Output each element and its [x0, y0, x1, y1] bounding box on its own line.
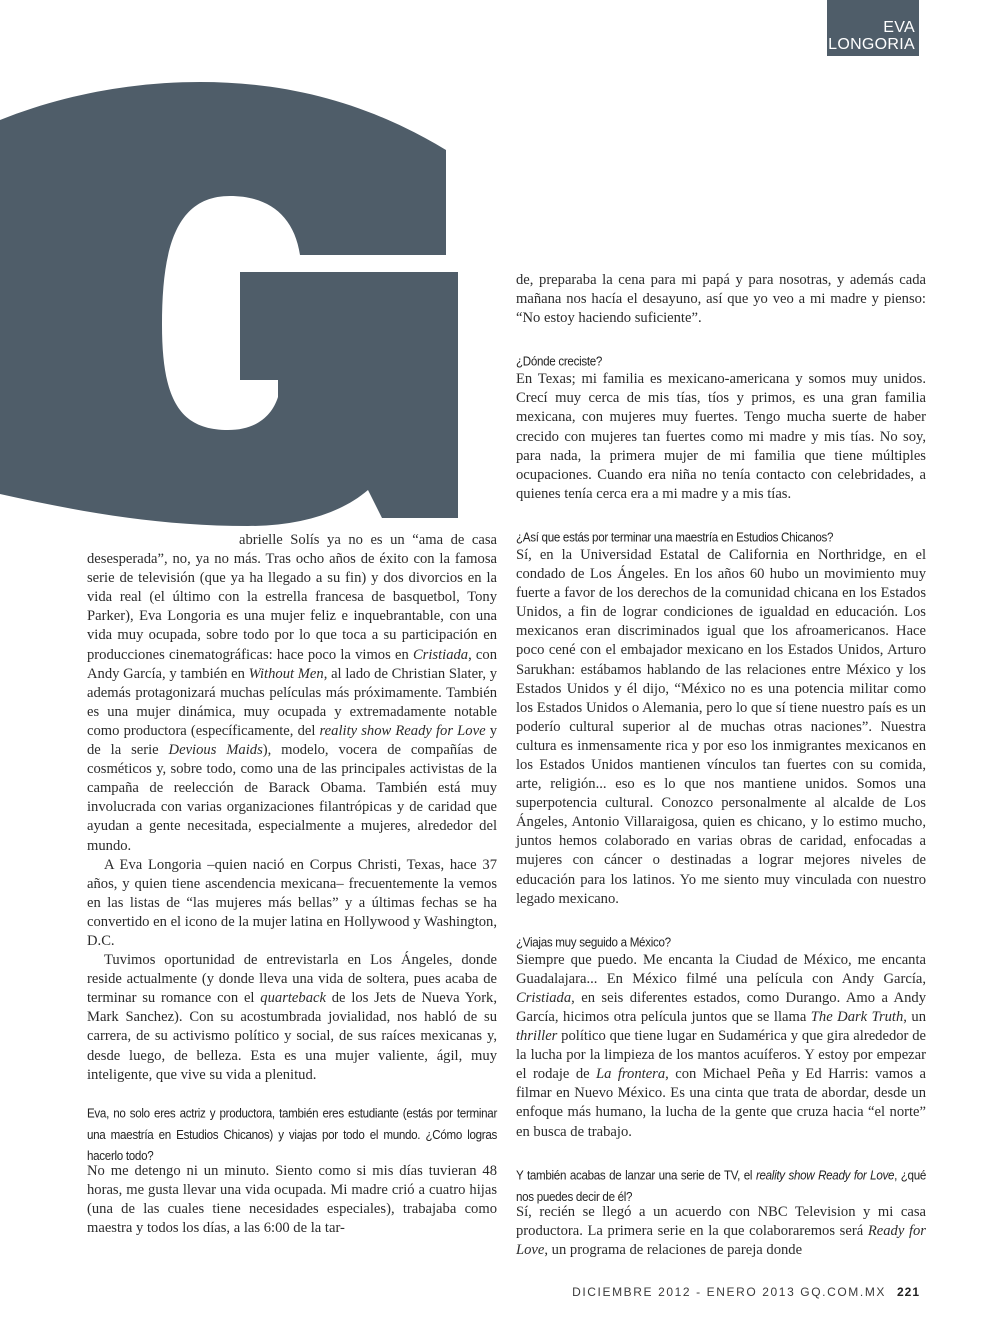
page-footer — [572, 1285, 920, 1299]
page-number: 221 — [896, 1285, 920, 1299]
answer-4: Siempre que puedo. Me encanta la Ciudad de México, me encanta Guadalajara... En México filmé una película con Andy García, Cristiada, en seis diferentes estados, como Durango. Amo a Andy García, hicimos otra película juntos que se llama The Dark Truth, un thriller político que tiene lugar en Sudamérica y que gira alrededor de la lucha por la limpieza de los mantos acuíferos. Y estoy por empezar el rodaje de La frontera, con Michael Peña y Ed Harris: vamos a filmar en Nuevo México. Es una cinta que trata de abordar, desde un enfoque más humano, la lucha de la gente que cruza hacia “el norte” en busca de trabajo. — [516, 951, 927, 1140]
section-tag — [827, 0, 919, 56]
answer-1-start: No me detengo ni un minuto. Siento como si mis días tuvieran 48 horas, me gusta llevar una vida ocupada. Mi madre crió a cuatro hijas (una de las cuales tiene necesidades especiales), trabajaba como maestra y todos los días, a las 6:00 de la tar- — [87, 1162, 497, 1236]
drop-cap-g — [0, 0, 520, 530]
article-column-left — [87, 531, 497, 1238]
answer-3: Sí, en la Universidad Estatal de California en Northridge, en el condado de Los Ángeles. En los años 60 hubo un movimiento muy fuerte a favor de los derechos de la comunidad chicana en los Estados Unidos, a fin de lograr condiciones de igualdad en educación. Los mexicanos eran discriminados igual que los afroamericanos. Hace poco cené con el embajador mexicano en los Estados Unidos, Arturo Sarukhan: estábamos hablando de las relaciones entre México y los Estados Unidos y él dijo, “México no es una potencia militar como los Estados Unidos o Alemania, pero lo que sí tiene nuestro país es un poderío cultural superior al de muchas otras naciones”. Nuestra cultura es inmensamente rica y por eso los inmigrantes mexicanos en los Estados Unidos mantienen vínculos tan fuertes con su comida, arte, religión... eso es lo que nos mantiene unidos. Somos una superpotencia cultural. Conozco personalmente al alcalde de Los Ángeles, Antonio Villaraigosa, quien es chicano, y lo estimo mucho, juntos hemos colaborado en varias obras de caridad, enfocadas a mujeres con cáncer o destinadas a lograr mejores niveles de educación para los latinos. Yo me siento muy vinculada con nuestro legado mexicano. — [516, 546, 926, 907]
section-tag-line1: EVA — [883, 19, 915, 36]
question-1: Eva, no solo eres actriz y productora, también eres estudiante (estás por terminar una maestría en Estudios Chicanos) y viajas por todo el mundo. ¿Cómo logras hacerlo todo? — [87, 1106, 497, 1164]
intro-paragraph-3: Tuvimos oportunidad de entrevistarla en Los Ángeles, donde reside actualmente (y donde lleva una vida de soltera, pues acaba de terminar su romance con el quarteback de los Jets de Nueva York, Mark Sanchez). Con su acostumbrada jovialidad, nos habló de su carrera, de su activismo político y social, de sus raíces mexicanas y, desde luego, de belleza. Esta es una mujer valiente, ágil, muy inteligente, que vive su vida a plenitud. — [87, 952, 497, 1083]
question-4: ¿Viajas muy seguido a México? — [516, 935, 671, 950]
section-tag-line2: LONGORIA — [828, 36, 915, 53]
footer-site: GQ.COM.MX — [800, 1285, 887, 1299]
answer-5: Sí, recién se llegó a un acuerdo con NBC Television y mi casa productora. La primera serie en la que colaboraremos será Ready for Love, un programa de relaciones de pareja donde — [516, 1203, 926, 1258]
question-2: ¿Dónde creciste? — [516, 354, 603, 370]
article-column-right — [516, 271, 926, 1260]
footer-issue-date: DICIEMBRE 2012 - ENERO 2013 — [572, 1285, 796, 1299]
answer-2: En Texas; mi familia es mexicano-americana y somos muy unidos. Crecí muy cerca de mis tías, tíos y primos, es una gran familia mexicana, con mujeres muy fuertes. Tengo mucha suerte de haber crecido con mujeres tan fuertes como mi madre y mis tías. No soy, para nada, la primera mujer de mi familia que tiene múltiples ocupaciones. Cuando era niña no tenía contacto con celebridades, a quienes tenía cerca era a mi madre y a mis tías. — [516, 371, 926, 502]
answer-1-end: de, preparaba la cena para mi papá y para nosotras, y además cada mañana nos hacía el desayuno, así que yo veo a mi madre y pienso: “No estoy haciendo suficiente”. — [516, 272, 926, 327]
intro-paragraph-1: abrielle Solís ya no es un “ama de casa desesperada”, no, ya no más. Tras ocho años de éxito con la famosa serie de televisión (que ya ha llegado a su fin) y dos divorcios en la vida real (el último con la estrella francesa de basquetbol, Tony Parker), Eva Longoria es una mujer feliz e inquebrantable, con una vida muy ocupada, sobre todo por lo que toca a su participación en producciones cinematográficas: hace poco la vimos en Cristiada, con Andy García, y también en Without Men, al lado de Christian Slater, y además protagonizará muchas películas más próximamente. También es una mujer dinámica, muy ocupada y extremadamente notable como productora (específicamente, del reality show Ready for Love y de la serie Devious Maids), modelo, vocera de compañías de cosméticos y, sobre todo, como una de las principales activistas de la campaña de reelección de Barack Obama. También está muy involucrada con varias organizaciones filantrópicas y de caridad que ayudan a gente necesitada, especialmente a mujeres, alrededor del mundo. — [87, 532, 498, 854]
intro-paragraph-2: A Eva Longoria –quien nació en Corpus Christi, Texas, hace 37 años, y quien tiene ascendencia mexicana– frecuentemente la vemos en las listas de “las mujeres más bellas” y a últimas fechas se ha convertido en el icono de la mujer latina en Hollywood y Washington, D.C. — [87, 856, 497, 949]
question-5: Y también acabas de lanzar una serie de TV, el reality show Ready for Love, ¿qué nos puedes decir de él? — [516, 1168, 926, 1204]
question-3: ¿Así que estás por terminar una maestría en Estudios Chicanos? — [516, 530, 834, 545]
